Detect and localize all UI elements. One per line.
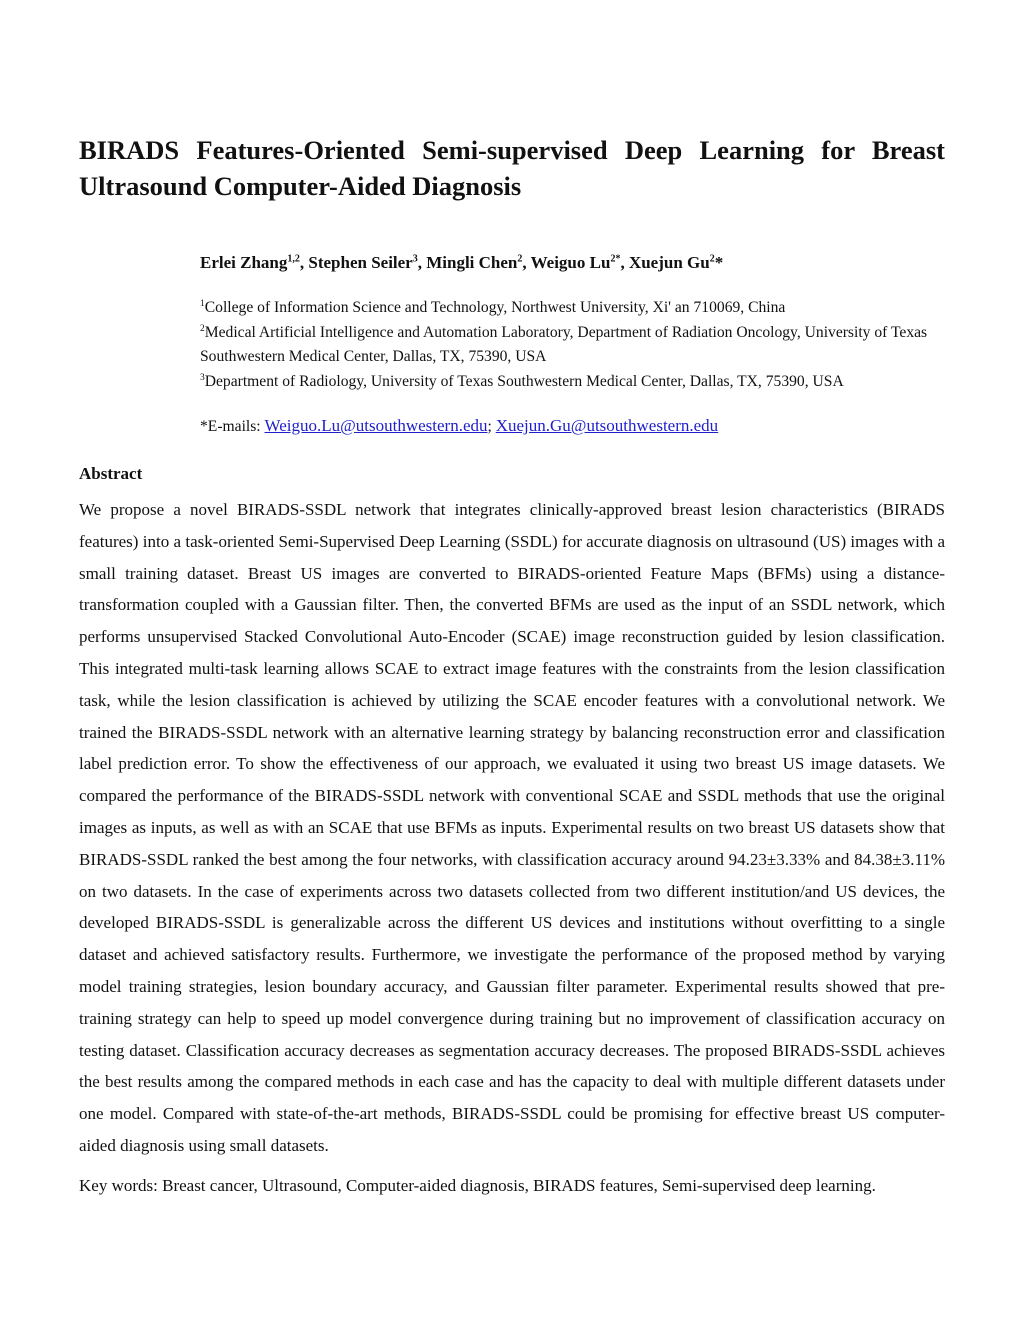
author-name: Stephen Seiler (308, 253, 413, 272)
author-affiliation-mark: 2 (517, 253, 523, 265)
affiliation-mark: 2 (200, 323, 205, 334)
author-name: Weiguo Lu (530, 253, 611, 272)
abstract-text: We propose a novel BIRADS-SSDL network that integrates clinically-approved breast lesion characteristics (BIRADS features) into a task-oriented Semi-Supervised Deep Learning (SSDL) for accurate diagnosis on ultrasound (US) images with a small training dataset. Breast US images are converted to BIRADS-oriented Feature Maps (BFMs) using a distance-transformation coupled with a Gaussian filter. Then, the converted BFMs are used as the input of an SSDL network, which performs unsupervised Stacked Convolutional Auto-Encoder (SCAE) image reconstruction guided by lesion classification. This integrated multi-task learning allows SCAE to extract image features with the constraints from the lesion classification task, while the lesion classification is achieved by utilizing the SCAE encoder features with a convolutional network. We trained the BIRADS-SSDL network with an alternative learning strategy by balancing reconstruction error and classification label prediction error. To show the effectiveness of our approach, we evaluated it using two breast US image datasets. We compared the performance of the BIRADS-SSDL network with conventional SCAE and SSDL methods that use the original images as inputs, as well as with an SCAE that use BFMs as inputs. Experimental results on two breast US datasets show that BIRADS-SSDL ranked the best among the four networks, with classification accuracy around 94.23±3.33% and 84.38±3.11% on two datasets. In the case of experiments across two datasets collected from two different institution/and US devices, the developed BIRADS-SSDL is generalizable across the different US devices and institutions without overfitting to a single dataset and achieved satisfactory results. Furthermore, we investigate the performance of the proposed method by varying model training strategies, lesion boundary accuracy, and Gaussian filter parameter. Experimental results showed that pre-training strategy can help to speed up model convergence during training but no improvement of classification accuracy on testing dataset. Classification accuracy decreases as segmentation accuracy decreases. The proposed BIRADS-SSDL achieves the best results among the compared methods in each case and has the capacity to deal with multiple different datasets under one model. Compared with state-of-the-art methods, BIRADS-SSDL could be promising for effective breast US computer-aided diagnosis using small datasets. (79, 500, 945, 1155)
paper-page (79, 132, 945, 1198)
affiliation-text: Medical Artificial Intelligence and Automation Laboratory, Department of Radiation Oncology, University of Texas Southwestern Medical Center, Dallas, TX, 75390, USA (200, 323, 928, 365)
contact-emails (200, 414, 945, 439)
affiliation-item (200, 296, 945, 321)
affiliation-mark: 1 (200, 298, 205, 309)
abstract-heading: Abstract (79, 464, 143, 483)
affiliation-item (200, 370, 945, 395)
author-separator: , (522, 253, 531, 272)
author-separator: , (299, 253, 309, 272)
author-affiliation-mark: 2* (610, 253, 621, 265)
affiliation-mark: 3 (200, 372, 205, 383)
affiliation-text: College of Information Science and Technology, Northwest University, Xi' an 710069, China (204, 299, 786, 316)
paper-title: BIRADS Features-Oriented Semi-supervised Deep Learning for Breast Ultrasound Computer-Aided Diagnosis (79, 135, 945, 201)
affiliation-item (200, 321, 945, 370)
email-separator: ; (487, 418, 496, 435)
author-list (200, 251, 945, 275)
email-link-xuejun-gu[interactable]: Xuejun.Gu@utsouthwestern.edu (495, 416, 719, 435)
author-separator: , (620, 253, 629, 272)
author-affiliation-mark: 1,2 (287, 253, 300, 265)
author-name: Mingli Chen (426, 253, 518, 272)
affiliation-text: Department of Radiology, University of Texas Southwestern Medical Center, Dallas, TX, 75390, USA (204, 372, 844, 390)
emails-label: *E-mails: (200, 418, 265, 435)
email-link-weiguo-lu[interactable]: Weiguo.Lu@utsouthwestern.edu (264, 416, 488, 435)
author-separator: * (714, 253, 724, 272)
author-name: Erlei Zhang (200, 253, 288, 272)
author-name: Xuejun Gu (628, 253, 710, 272)
author-affiliation-mark: 3 (412, 253, 418, 265)
author-separator: , (417, 253, 427, 272)
keywords-line: Key words: Breast cancer, Ultrasound, Computer-aided diagnosis, BIRADS features, Semi-supervised deep learning. (79, 1175, 876, 1195)
author-affiliation-mark: 2 (709, 253, 715, 265)
affiliation-list (200, 296, 945, 394)
